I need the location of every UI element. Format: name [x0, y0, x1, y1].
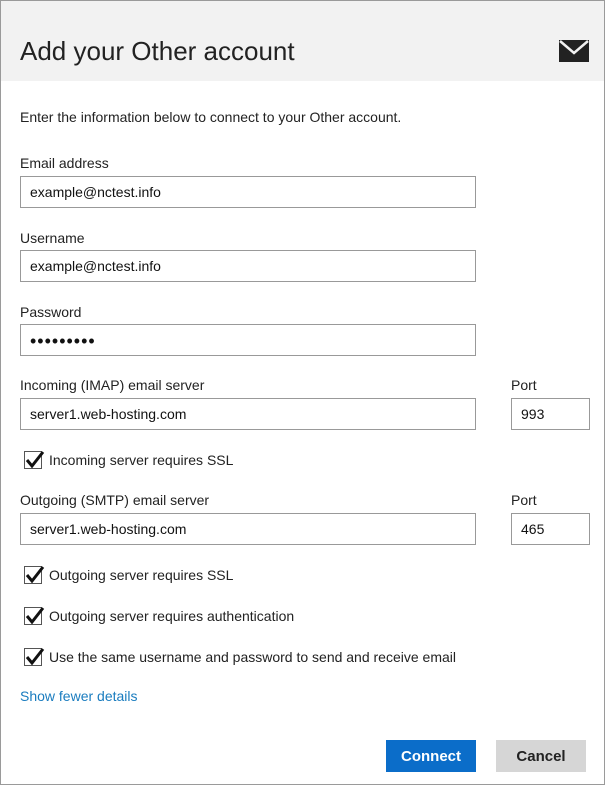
dialog-title: Add your Other account [20, 36, 295, 66]
checkmark-icon [24, 646, 46, 668]
checkbox-box[interactable] [24, 648, 42, 666]
username-label: Username [20, 230, 85, 246]
checkmark-icon [24, 449, 46, 471]
show-fewer-details-link[interactable]: Show fewer details [20, 688, 138, 704]
incoming-ssl-checkbox[interactable] [24, 450, 233, 470]
outgoing-ssl-checkbox[interactable] [24, 565, 233, 585]
incoming-server-label: Incoming (IMAP) email server [20, 377, 205, 393]
connect-button[interactable]: Connect [386, 740, 476, 772]
checkbox-label: Incoming server requires SSL [49, 452, 234, 468]
mail-icon [559, 40, 589, 67]
checkbox-box[interactable] [24, 451, 42, 469]
outgoing-server-field[interactable] [20, 513, 476, 545]
checkbox-box[interactable] [24, 607, 42, 625]
outgoing-port-label: Port [511, 492, 537, 508]
checkmark-icon [24, 564, 46, 586]
incoming-port-field[interactable] [511, 398, 590, 430]
email-label: Email address [20, 155, 109, 171]
email-field[interactable] [20, 176, 476, 208]
checkbox-label: Outgoing server requires authentication [49, 608, 295, 624]
username-field[interactable] [20, 250, 476, 282]
password-label: Password [20, 304, 82, 320]
dialog-header [1, 1, 604, 81]
checkmark-icon [24, 605, 46, 627]
checkbox-label: Outgoing server requires SSL [49, 567, 234, 583]
same-credentials-checkbox[interactable] [24, 647, 456, 667]
intro-text: Enter the information below to connect to your Other account. [20, 109, 402, 125]
password-field[interactable] [20, 324, 476, 356]
checkbox-label: Use the same username and password to send and receive email [49, 649, 456, 665]
outgoing-port-field[interactable] [511, 513, 590, 545]
outgoing-auth-checkbox[interactable] [24, 606, 294, 626]
incoming-port-label: Port [511, 377, 537, 393]
checkbox-box[interactable] [24, 566, 42, 584]
cancel-button[interactable]: Cancel [496, 740, 586, 772]
incoming-server-field[interactable] [20, 398, 476, 430]
outgoing-server-label: Outgoing (SMTP) email server [20, 492, 210, 508]
